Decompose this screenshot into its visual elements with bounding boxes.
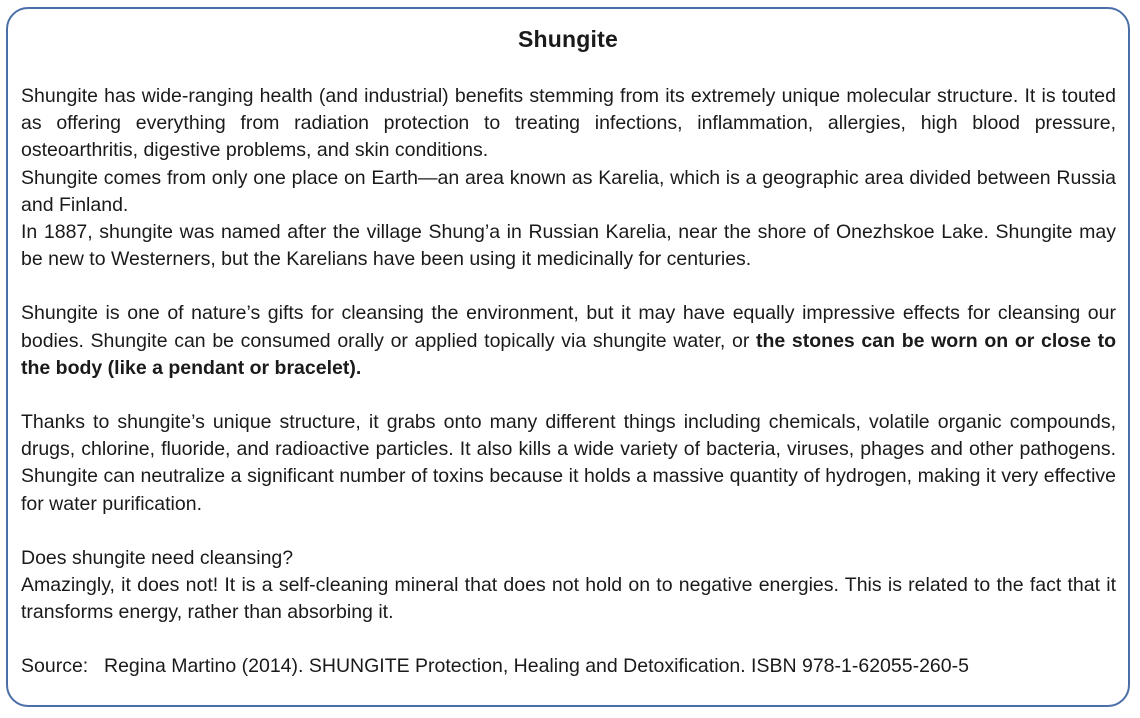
spacer: [21, 382, 1116, 409]
paragraph-answer: Amazingly, it does not! It is a self-cleaning mineral that does not hold on to negative energies. This is related to the fact that it transforms energy, rather than absorbing it.: [21, 574, 1116, 624]
spacer: [21, 518, 1116, 545]
paragraph-question: Does shungite need cleansing?: [21, 546, 294, 569]
paragraph-cleansing-body-bold: the stones can be worn on or close to the body (like a pendant or bracelet).: [21, 329, 1116, 379]
card-body: [21, 83, 1116, 681]
source-label: Source:: [21, 655, 89, 678]
paragraph-cleansing-body: [21, 300, 1116, 382]
paragraph-health-benefits: Shungite has wide-ranging health (and industrial) benefits stemming from its extremely unique molecular structure. It is touted as offering everything from radiation protection to treating infections, inflammation, allergies, high blood pressure, osteoarthritis, digestive problems, and skin conditions.: [21, 85, 1116, 162]
paragraph-cleansing-body-text: Shungite is one of nature’s gifts for cleansing the environment, but it may have equally impressive effects for cleansing our bodies. Shungite can be consumed orally or applied topically via shungite water, or: [21, 302, 1116, 352]
paragraph-origin: Shungite comes from only one place on Earth—an area known as Karelia, which is a geographic area divided between Russia and Finland.: [21, 166, 1116, 216]
source-line: [21, 653, 1116, 680]
spacer: [21, 273, 1116, 300]
source-citation: Regina Martino (2014). SHUNGITE Protection, Healing and Detoxification. ISBN 978-1-62055-260-5: [104, 655, 969, 678]
card-title: Shungite: [518, 26, 618, 52]
spacer: [21, 626, 1116, 653]
info-card: [6, 7, 1130, 707]
paragraph-history: In 1887, shungite was named after the village Shung’a in Russian Karelia, near the shore of Onezhskoe Lake. Shungite may be new to Westerners, but the Karelians have been using it medicinally for centuries.: [21, 221, 1116, 271]
paragraph-structure: Thanks to shungite’s unique structure, it grabs onto many different things including chemicals, volatile organic compounds, drugs, chlorine, fluoride, and radioactive particles. It also kills a wide variety of bacteria, viruses, phages and other pathogens. Shungite can neutralize a significant number of toxins because it holds a massive quantity of hydrogen, making it very effective for water purification.: [21, 411, 1116, 515]
